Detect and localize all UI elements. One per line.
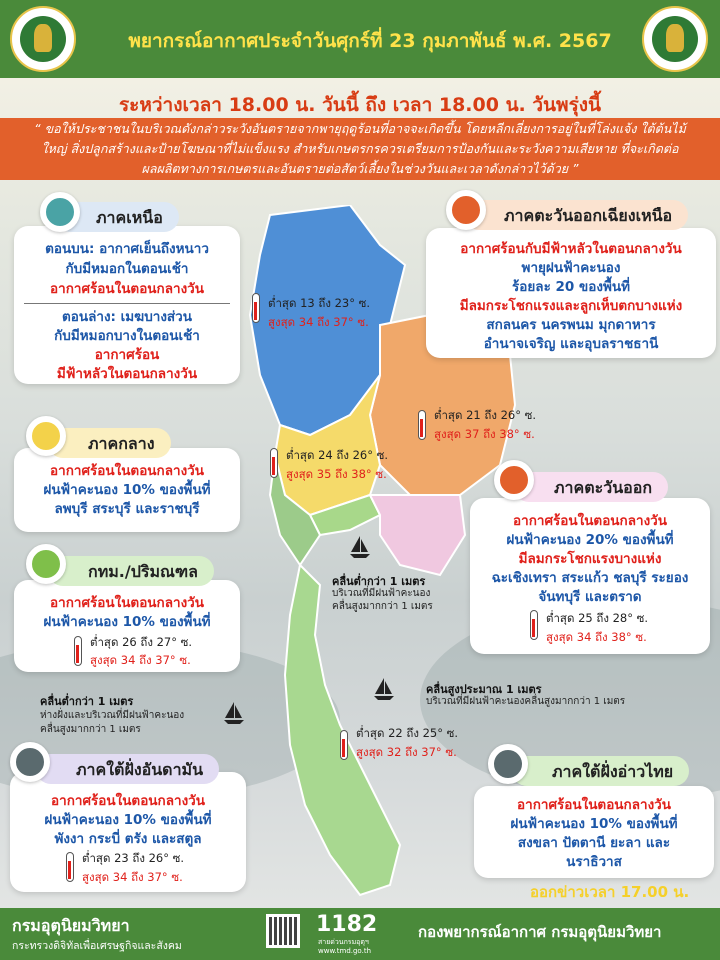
map-region-east xyxy=(370,495,465,575)
north-upper-label: ตอนบน: xyxy=(45,241,95,257)
bangkok-line: อากาศร้อนในตอนกลางวัน xyxy=(50,595,204,611)
website-link[interactable]: www.tmd.go.th xyxy=(318,947,371,955)
gulf-upper-wave-text: บริเวณที่มีฝนฟ้าคะนอง xyxy=(332,588,431,599)
north-lower-line: มีฟ้าหลัวในตอนกลางวัน xyxy=(56,366,198,382)
east-line: อากาศร้อนในตอนกลางวัน xyxy=(513,513,667,529)
south-west-line: พังงา กระบี่ ตรัง และสตูล xyxy=(54,831,202,847)
gulf-lower-wave-title: คลื่นสูงประมาณ 1 เมตร xyxy=(426,683,542,696)
region-tag-northeast: ภาคตะวันออกเฉียงเหนือ xyxy=(464,200,688,230)
region-card-south-gulf xyxy=(474,786,714,878)
sailboat-icon xyxy=(348,534,372,560)
sailboat-icon xyxy=(372,676,396,702)
location-pin-icon xyxy=(26,416,66,456)
region-tag-central: ภาคกลาง xyxy=(48,428,171,458)
andaman-wave-title: คลื่นต่ำกว่า 1 เมตร xyxy=(40,695,134,708)
location-pin-icon xyxy=(488,744,528,784)
east-temp-low: ต่ำสุด 25 ถึง 28° ซ. xyxy=(546,611,649,625)
region-tag-south-gulf: ภาคใต้ฝั่งอ่าวไทย xyxy=(512,756,689,786)
thermometer-icon xyxy=(340,730,348,760)
release-time: ออกข่าวเวลา 17.00 น. xyxy=(530,883,690,901)
page-title: พยากรณ์อากาศประจำวันศุกร์ที่ 23 กุมภาพันธ์ พ.ศ. 2567 xyxy=(128,30,612,52)
location-pin-icon xyxy=(40,192,80,232)
region-tag-bangkok: กทม./ปริมณฑล xyxy=(48,556,214,586)
region-card-south-andaman xyxy=(10,772,246,892)
thermometer-icon xyxy=(252,293,260,323)
gulf-upper-wave-title: คลื่นต่ำกว่า 1 เมตร xyxy=(332,575,426,588)
location-pin-icon xyxy=(10,742,50,782)
central-line: ลพบุรี สระบุรี และราชบุรี xyxy=(54,501,200,517)
northeast-line: อากาศร้อนกับมีฟ้าหลัวในตอนกลางวัน xyxy=(460,241,682,257)
footer-division-name: กองพยากรณ์อากาศ กรมอุตุนิยมวิทยา xyxy=(418,923,662,941)
location-pin-icon xyxy=(494,460,534,500)
north-lower-line: อากาศร้อน xyxy=(94,347,160,363)
south-east-line: ฝนฟ้าคะนอง 10% ของพื้นที่ xyxy=(510,816,678,832)
thermometer-icon xyxy=(270,448,278,478)
east-line: ฝนฟ้าคะนอง 20% ของพื้นที่ xyxy=(506,532,674,548)
thermometer-icon xyxy=(74,636,82,666)
ministry-logo xyxy=(10,6,76,72)
south-east-temp-low: ต่ำสุด 22 ถึง 25° ซ. xyxy=(356,726,459,740)
south-west-temp-high: สูงสุด 34 ถึง 37° ซ. xyxy=(82,870,183,884)
central-line: อากาศร้อนในตอนกลางวัน xyxy=(50,463,204,479)
hotline-label-text: สายด่วนกรมอุตุฯ xyxy=(318,938,369,946)
central-temp-low: ต่ำสุด 24 ถึง 26° ซ. xyxy=(286,448,389,462)
region-card-bangkok xyxy=(14,580,240,672)
south-west-line: ฝนฟ้าคะนอง 10% ของพื้นที่ xyxy=(44,812,212,828)
central-temp-high: สูงสุด 35 ถึง 38° ซ. xyxy=(286,467,387,481)
north-upper-line: อากาศร้อนในตอนกลางวัน xyxy=(50,281,204,297)
north-upper-line: กับมีหมอกในตอนเช้า xyxy=(65,261,189,277)
region-card-north xyxy=(14,226,240,384)
region-tag-north: ภาคเหนือ xyxy=(56,202,179,232)
northeast-line: พายุฝนฟ้าคะนอง xyxy=(521,260,621,276)
location-pin-icon xyxy=(446,190,486,230)
east-line: จันทบุรี และตราด xyxy=(538,589,642,605)
thermometer-icon xyxy=(530,610,538,640)
forecast-period: ระหว่างเวลา 18.00 น. วันนี้ ถึง เวลา 18.00 น. วันพรุ่งนี้ xyxy=(118,94,602,116)
hotline-number: 1182 xyxy=(316,912,378,937)
north-lower-line: กับมีหมอกบางในตอนเช้า xyxy=(54,328,200,344)
bangkok-temp-high: สูงสุด 34 ถึง 37° ซ. xyxy=(90,653,191,667)
northeast-temp-high: สูงสุด 37 ถึง 38° ซ. xyxy=(434,427,535,441)
north-temp-high: สูงสุด 34 ถึง 37° ซ. xyxy=(268,315,369,329)
north-lower-label: ตอนล่าง: xyxy=(62,309,116,325)
thermometer-icon xyxy=(418,410,426,440)
andaman-wave-text: ห่างฝั่งและบริเวณที่มีฝนฟ้าคะนอง xyxy=(40,710,185,721)
south-east-temp-high: สูงสุด 32 ถึง 37° ซ. xyxy=(356,745,457,759)
northeast-line: อำนาจเจริญ และอุบลราชธานี xyxy=(483,336,659,352)
hotline-label xyxy=(318,938,371,956)
gulf-lower-wave-text: บริเวณที่มีฝนฟ้าคะนองคลื่นสูงมากกว่า 1 เมตร xyxy=(426,696,626,707)
advisory-banner: “ ขอให้ประชาชนในบริเวณดังกล่าวระวังอันตรายจากพายุฤดูร้อนที่อาจจะเกิดขึ้น โดยหลีกเลี่ยงการอยู่ในที่โล่งแจ้ง ใต้ต้นไม้ใหญ่ สิ่งปลูกสร้างและป้ายโฆษณาที่ไม่แข็งแรง สำหรับเกษตรกรควรเตรียมการป้องกันและระวังความเสียหาย ที่จะเกิดต่อผลผลิตทางการเกษตรและอันตรายต่อสัตว์เลี้ยงในช่วงวันและเวลาดังกล่าวไว้ด้วย ” xyxy=(0,118,720,180)
thermometer-icon xyxy=(66,852,74,882)
qr-code[interactable] xyxy=(266,914,300,948)
northeast-line: ร้อยละ 20 ของพื้นที่ xyxy=(512,279,630,295)
sailboat-icon xyxy=(222,700,246,726)
central-line: ฝนฟ้าคะนอง 10% ของพื้นที่ xyxy=(43,482,211,498)
location-pin-icon xyxy=(26,544,66,584)
gulf-upper-wave-text: คลื่นสูงมากกว่า 1 เมตร xyxy=(332,601,433,612)
north-temp-low: ต่ำสุด 13 ถึง 23° ซ. xyxy=(268,296,371,310)
east-line: ฉะเชิงเทรา สระแก้ว ชลบุรี ระยอง xyxy=(491,570,689,586)
tmd-logo xyxy=(642,6,708,72)
east-line: มีลมกระโชกแรงบางแห่ง xyxy=(518,551,662,567)
south-east-line: สงขลา ปัตตานี ยะลา และ xyxy=(517,835,671,851)
region-card-northeast xyxy=(426,228,716,358)
north-upper-line: อากาศเย็นถึงหนาว xyxy=(99,241,209,257)
north-divider xyxy=(24,303,230,304)
region-tag-south-andaman: ภาคใต้ฝั่งอันดามัน xyxy=(36,754,219,784)
bangkok-line: ฝนฟ้าคะนอง 10% ของพื้นที่ xyxy=(43,614,211,630)
north-lower-line: เมฆบางส่วน xyxy=(120,309,192,325)
region-card-east xyxy=(470,498,710,654)
south-east-line: นราธิวาส xyxy=(566,854,622,870)
northeast-line: สกลนคร นครพนม มุกดาหาร xyxy=(486,317,656,333)
region-tag-east: ภาคตะวันออก xyxy=(514,472,668,502)
northeast-temp-low: ต่ำสุด 21 ถึง 26° ซ. xyxy=(434,408,537,422)
east-temp-high: สูงสุด 34 ถึง 38° ซ. xyxy=(546,630,647,644)
andaman-wave-text: คลื่นสูงมากกว่า 1 เมตร xyxy=(40,724,141,735)
footer-org-name: กรมอุตุนิยมวิทยา xyxy=(12,916,130,935)
south-east-line: อากาศร้อนในตอนกลางวัน xyxy=(517,797,671,813)
south-west-line: อากาศร้อนในตอนกลางวัน xyxy=(51,793,205,809)
region-card-central xyxy=(14,448,240,532)
footer-ministry-name: กระทรวงดิจิทัลเพื่อเศรษฐกิจและสังคม xyxy=(12,940,182,952)
south-west-temp-low: ต่ำสุด 23 ถึง 26° ซ. xyxy=(82,851,185,865)
bangkok-temp-low: ต่ำสุด 26 ถึง 27° ซ. xyxy=(90,635,193,649)
northeast-line: มีลมกระโชกแรงและลูกเห็บตกบางแห่ง xyxy=(459,298,683,314)
